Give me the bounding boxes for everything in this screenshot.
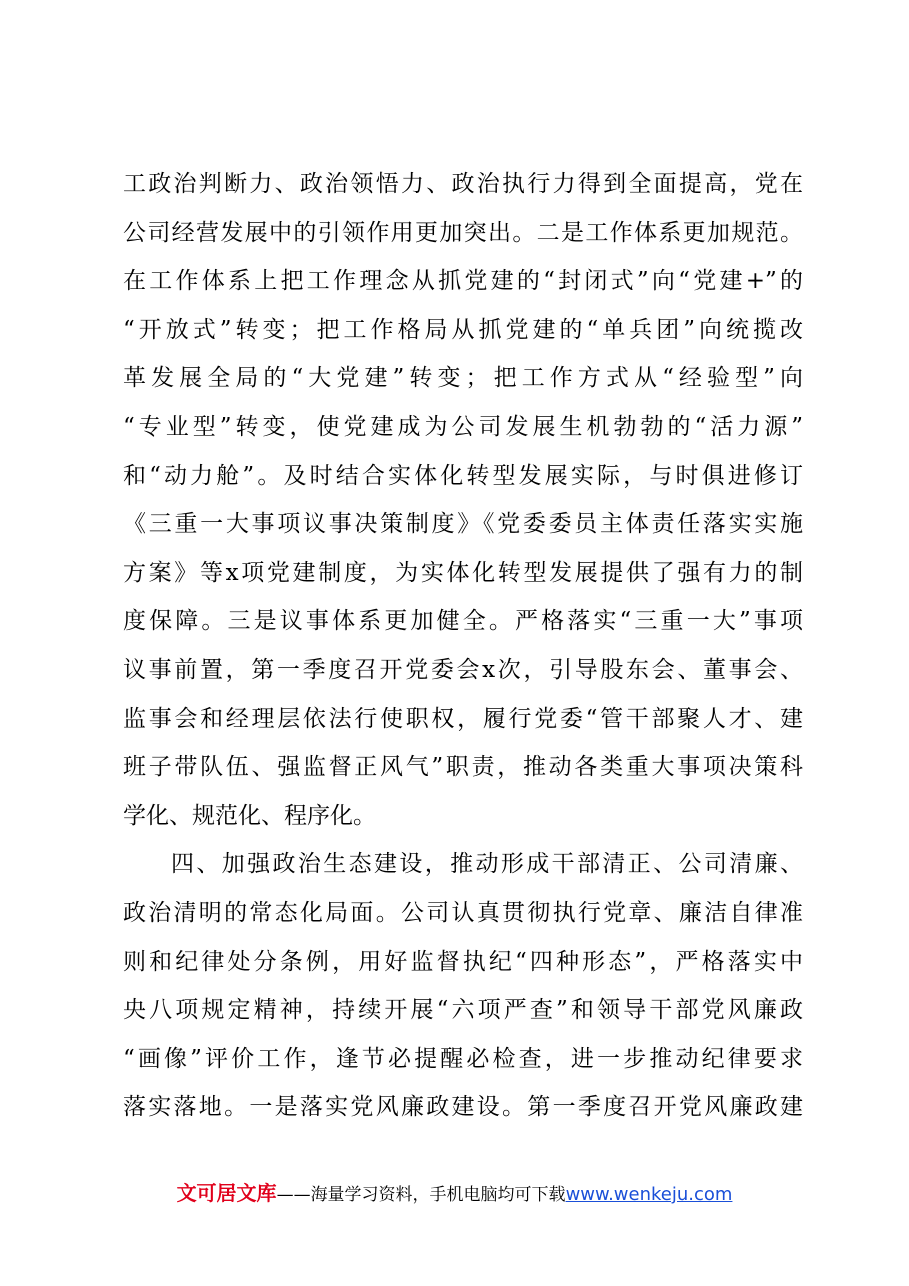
text-line: 革发展全局的“大党建”转变；把工作方式从“经验型”向 bbox=[123, 365, 803, 392]
text-line: 公司经营发展中的引领作用更加突出。二是工作体系更加规范。 bbox=[123, 219, 803, 246]
text-line: 《三重一大事项议事决策制度》《党委委员主体责任落实实施 bbox=[123, 511, 803, 538]
text-line: 监事会和经理层依法行使职权，履行党委“管干部聚人才、建 bbox=[123, 705, 803, 732]
page-footer bbox=[0, 1177, 909, 1206]
document-body bbox=[123, 160, 803, 1132]
footer-tagline: ——海量学习资料，手机电脑均可下载 bbox=[276, 1185, 566, 1205]
paragraph-political-ecology bbox=[123, 840, 803, 1132]
text-line: 央八项规定精神，持续开展“六项严查”和领导干部党风廉政 bbox=[123, 997, 803, 1024]
text-line: 在工作体系上把工作理念从抓党建的“封闭式”向“党建+”的 bbox=[123, 268, 803, 295]
text-line: 议事前置，第一季度召开党委会x次，引导股东会、董事会、 bbox=[123, 656, 803, 683]
text-line: “开放式”转变；把工作格局从抓党建的“单兵团”向统揽改 bbox=[123, 316, 803, 343]
text-line: 工政治判断力、政治领悟力、政治执行力得到全面提高，党在 bbox=[123, 171, 803, 197]
text-line: 学化、规范化、程序化。 bbox=[123, 802, 376, 829]
footer-brand: 文可居文库 bbox=[176, 1181, 277, 1205]
text-line: 班子带队伍、强监督正风气”职责，推动各类重大事项决策科 bbox=[123, 754, 803, 781]
text-line: 方案》等x项党建制度，为实体化转型发展提供了强有力的制 bbox=[123, 559, 803, 586]
footer-site-link[interactable]: www.wenkeju.com bbox=[565, 1184, 733, 1205]
section-heading-line: 四、加强政治生态建设，推动形成干部清正、公司清廉、 bbox=[171, 851, 803, 878]
text-line: 政治清明的常态化局面。公司认真贯彻执行党章、廉洁自律准 bbox=[123, 899, 803, 926]
text-line: 度保障。三是议事体系更加健全。严格落实“三重一大”事项 bbox=[123, 608, 803, 635]
text-line: 和“动力舱”。及时结合实体化转型发展实际，与时俱进修订 bbox=[123, 462, 803, 489]
text-line: 落实落地。一是落实党风廉政建设。第一季度召开党风廉政建 bbox=[123, 1094, 803, 1121]
text-line: “画像”评价工作，逢节必提醒必检查，进一步推动纪律要求 bbox=[123, 1045, 803, 1072]
paragraph-party-building bbox=[123, 160, 803, 840]
text-line: “专业型”转变，使党建成为公司发展生机勃勃的“活力源” bbox=[123, 413, 803, 440]
text-line: 则和纪律处分条例，用好监督执纪“四种形态”，严格落实中 bbox=[123, 948, 803, 975]
